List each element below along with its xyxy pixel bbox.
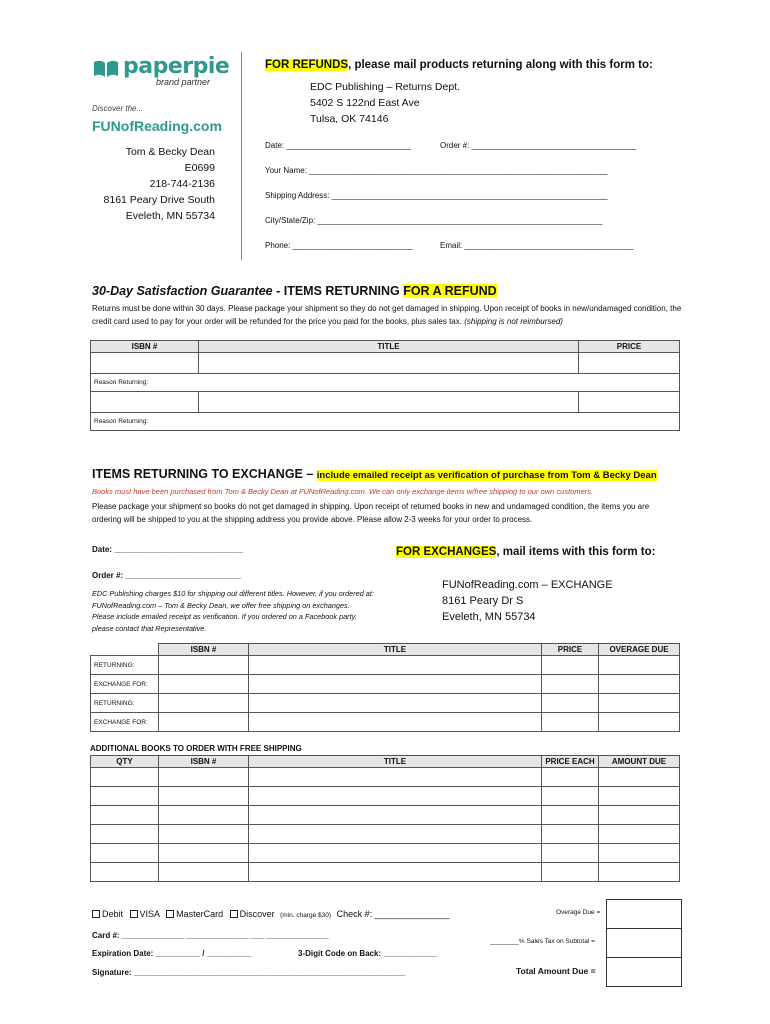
cell[interactable] xyxy=(542,675,599,694)
refund-mail-heading: FOR REFUNDS, please mail products returning along with this form to: xyxy=(265,59,653,71)
total-label: Total Amount Due = xyxy=(516,966,596,976)
expiration-field[interactable]: Expiration Date: __________ / __________ xyxy=(92,949,252,958)
cell[interactable] xyxy=(599,844,680,863)
col-isbn: ISBN # xyxy=(159,644,249,656)
cell[interactable] xyxy=(599,713,680,732)
book-icon xyxy=(92,59,120,79)
order-field[interactable]: Order #: _____________________________________ xyxy=(440,141,637,150)
cell[interactable] xyxy=(542,694,599,713)
cell[interactable] xyxy=(159,787,249,806)
col-title: TITLE xyxy=(249,756,542,768)
tax-label: ________% Sales Tax on Subtotal = xyxy=(490,938,595,945)
col-title: TITLE xyxy=(199,341,579,353)
col-price: PRICE xyxy=(542,644,599,656)
email-field[interactable]: Email: ______________________________________ xyxy=(440,241,634,250)
refund-body: Returns must be done within 30 days. Please package your shipment so they do not get damaged in shipping. Upon receipt of books in new/undamaged condition, the credit card used to pay for your order will be refunded for the price you paid for the books, plus sales tax. (shipping is not reimbursed) xyxy=(92,304,682,326)
cell[interactable] xyxy=(159,825,249,844)
cell[interactable] xyxy=(599,768,680,787)
total-cell[interactable] xyxy=(607,958,681,986)
cell[interactable] xyxy=(159,844,249,863)
cell[interactable] xyxy=(599,675,680,694)
cell[interactable] xyxy=(249,825,542,844)
cell[interactable] xyxy=(91,787,159,806)
spacer xyxy=(91,644,159,656)
exchange-red-note: Books must have been purchased from Tom & Becky Dean at FUNofReading.com. We can only exchange items w/free shipping to our own customers. xyxy=(92,487,594,496)
col-qty: QTY xyxy=(91,756,159,768)
cell[interactable] xyxy=(579,353,680,374)
cell[interactable] xyxy=(599,656,680,675)
rep-phone: 218-744-2136 xyxy=(149,178,215,190)
rep-name: Tom & Becky Dean xyxy=(125,146,215,158)
cell[interactable] xyxy=(91,768,159,787)
cell[interactable] xyxy=(599,863,680,882)
min-charge: (min. charge $30) xyxy=(280,912,332,919)
tax-cell[interactable] xyxy=(607,929,681,958)
col-price: PRICE xyxy=(579,341,680,353)
cell[interactable] xyxy=(249,844,542,863)
cell[interactable] xyxy=(579,392,680,413)
cell[interactable] xyxy=(159,713,249,732)
refund-address xyxy=(310,79,460,127)
cell[interactable] xyxy=(542,713,599,732)
exchange-order[interactable]: Order #: __________________________ xyxy=(92,571,242,580)
cell[interactable] xyxy=(159,768,249,787)
refund-addr-line3: Tulsa, OK 74146 xyxy=(310,113,389,125)
exchange-addr-line2: 8161 Peary Dr S xyxy=(442,595,524,607)
exchange-address xyxy=(442,577,613,625)
refund-addr-line1: EDC Publishing – Returns Dept. xyxy=(310,81,460,93)
additional-title: ADDITIONAL BOOKS TO ORDER WITH FREE SHIPPING xyxy=(90,744,302,753)
cell[interactable] xyxy=(249,694,542,713)
cell[interactable] xyxy=(91,863,159,882)
col-price-each: PRICE EACH xyxy=(542,756,599,768)
cell[interactable] xyxy=(542,825,599,844)
cell[interactable] xyxy=(542,844,599,863)
additional-table xyxy=(90,755,680,882)
rep-street: 8161 Peary Drive South xyxy=(103,194,215,206)
row-label: RETURNING: xyxy=(91,694,159,713)
visa-checkbox[interactable]: VISA xyxy=(130,909,160,919)
overage-cell[interactable] xyxy=(607,900,681,929)
refund-table xyxy=(90,340,680,431)
totals-box xyxy=(606,899,682,987)
cell[interactable] xyxy=(91,825,159,844)
brand-logo xyxy=(92,54,230,90)
cell[interactable] xyxy=(249,768,542,787)
payment-options xyxy=(92,909,450,919)
exchange-table xyxy=(90,643,680,732)
cell[interactable] xyxy=(159,806,249,825)
shipping-field[interactable]: Shipping Address: ______________________________________________________________ xyxy=(265,191,608,200)
cell[interactable] xyxy=(599,787,680,806)
card-field[interactable]: Card #: ______________ ______________ ___ ______________ xyxy=(92,931,329,940)
exchange-mail-heading: FOR EXCHANGES, mail items with this form to: xyxy=(396,546,656,558)
brand-sub: brand partner xyxy=(156,77,211,87)
exchange-body: Please package your shipment so books do not get damaged in shipping. Upon receipt of returned books in new and undamaged condition, the items you are ordering will be shipped to you at the shipping address you provide above. Please allow 2-3 weeks for your order to process. xyxy=(92,502,650,524)
col-overage: OVERAGE DUE xyxy=(599,644,680,656)
col-amount: AMOUNT DUE xyxy=(599,756,680,768)
exchange-title: ITEMS RETURNING TO EXCHANGE – include emailed receipt as verification of purchase from Tom & Becky Dean xyxy=(92,467,657,481)
overage-label: Overage Due = xyxy=(556,909,601,916)
cell[interactable] xyxy=(249,806,542,825)
cell[interactable] xyxy=(91,353,199,374)
cell[interactable] xyxy=(542,768,599,787)
date-field[interactable]: Date: ____________________________ xyxy=(265,141,411,150)
phone-field[interactable]: Phone: ___________________________ xyxy=(265,241,413,250)
cell[interactable] xyxy=(159,656,249,675)
cell[interactable] xyxy=(249,675,542,694)
name-field[interactable]: Your Name: ___________________________________________________________________ xyxy=(265,166,608,175)
exchange-addr-line3: Eveleth, MN 55734 xyxy=(442,611,536,623)
cell[interactable] xyxy=(159,863,249,882)
rep-contact xyxy=(15,144,215,224)
cell[interactable] xyxy=(91,844,159,863)
cell[interactable] xyxy=(199,392,579,413)
refund-title: 30-Day Satisfaction Guarantee - ITEMS RETURNING FOR A REFUND xyxy=(92,284,497,298)
cell[interactable] xyxy=(249,863,542,882)
cell[interactable] xyxy=(159,694,249,713)
debit-checkbox[interactable]: Debit xyxy=(92,909,123,919)
cell[interactable] xyxy=(542,806,599,825)
row-label: EXCHANGE FOR: xyxy=(91,675,159,694)
refund-addr-line2: 5402 S 122nd East Ave xyxy=(310,97,420,109)
cell[interactable] xyxy=(249,713,542,732)
cell[interactable] xyxy=(542,863,599,882)
exchange-date[interactable]: Date: _____________________________ xyxy=(92,545,244,554)
exchange-shipping-note: EDC Publishing charges $10 for shipping out different titles. However, if you ordered at: FUNofReading.com – Tom & Becky Dean, we offer free shipping on exchanges. Please include emailed receipt as verification. If you ordered on a Facebook party, please contact that Representative. xyxy=(92,589,374,633)
reason-label[interactable]: Reason Returning: xyxy=(91,413,680,431)
cell[interactable] xyxy=(199,353,579,374)
mastercard-checkbox[interactable]: MasterCard xyxy=(166,909,223,919)
cell[interactable] xyxy=(249,787,542,806)
city-field[interactable]: City/State/Zip: ________________________________________________________________ xyxy=(265,216,603,225)
rep-city: Eveleth, MN 55734 xyxy=(125,210,215,222)
exchange-addr-line1: FUNofReading.com – EXCHANGE xyxy=(442,579,613,591)
cell[interactable] xyxy=(599,806,680,825)
col-isbn: ISBN # xyxy=(91,341,199,353)
discover-text: Discover the... xyxy=(92,104,144,113)
site-name: FUNofReading.com xyxy=(92,118,222,134)
reason-label[interactable]: Reason Returning: xyxy=(91,374,680,392)
signature-field[interactable]: Signature: _____________________________________________________________ xyxy=(92,968,406,977)
row-label: EXCHANGE FOR: xyxy=(91,713,159,732)
cell[interactable] xyxy=(542,656,599,675)
rep-id: E0699 xyxy=(184,162,215,174)
row-label: RETURNING: xyxy=(91,656,159,675)
discover-checkbox[interactable]: Discover xyxy=(230,909,275,919)
cell[interactable] xyxy=(542,787,599,806)
cell[interactable] xyxy=(599,694,680,713)
cell[interactable] xyxy=(91,392,199,413)
vertical-divider xyxy=(241,52,242,260)
cell[interactable] xyxy=(91,806,159,825)
cell[interactable] xyxy=(599,825,680,844)
code-field[interactable]: 3-Digit Code on Back: ____________ xyxy=(298,949,437,958)
col-isbn: ISBN # xyxy=(159,756,249,768)
cell[interactable] xyxy=(159,675,249,694)
col-title: TITLE xyxy=(249,644,542,656)
cell[interactable] xyxy=(249,656,542,675)
check-field[interactable]: Check #: _______________ xyxy=(336,909,450,919)
brand-name: paperpie xyxy=(123,54,230,79)
